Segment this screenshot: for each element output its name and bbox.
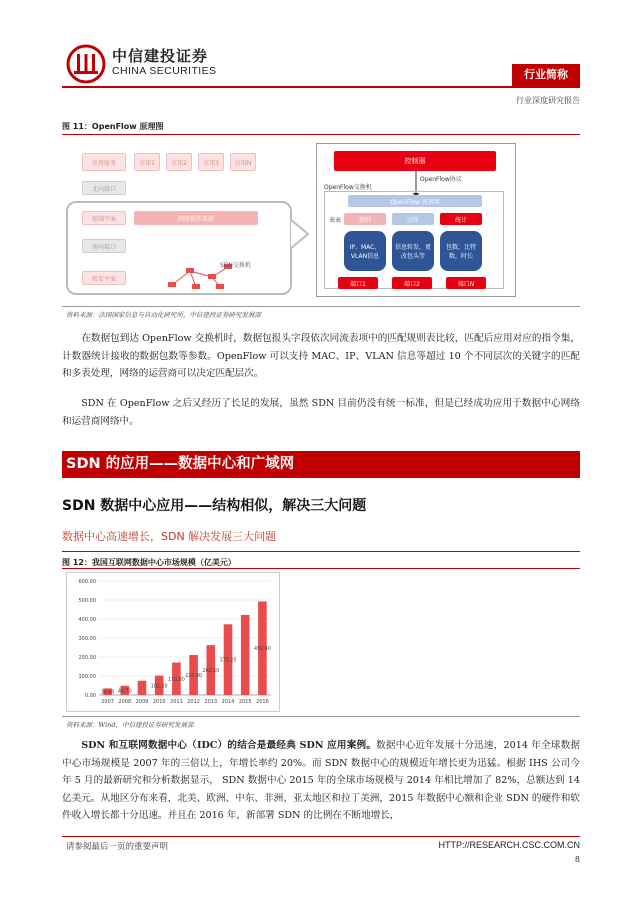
port-n-box: 端口N xyxy=(446,277,486,289)
app-2-box: 应用2 xyxy=(166,153,192,171)
bar xyxy=(138,681,147,695)
data-label: 102.20 xyxy=(150,684,168,690)
data-plane-box: 转发平面 xyxy=(82,271,126,285)
section-heading-2: SDN 数据中心应用——结构相似，解决三大问题 xyxy=(62,498,367,514)
data-label: 170.80 xyxy=(168,677,185,683)
paragraph-sdn-idc-lead: SDN 和互联网数据中心（IDC）的结合是最经典 SDN 应用案例。 xyxy=(81,740,377,751)
openflow-switch-title: OpenFlow交换机 xyxy=(324,183,372,191)
data-label: 262.50 xyxy=(202,669,220,675)
control-plane-box: 控制平面 xyxy=(82,211,126,225)
figure-11-bottom-rule xyxy=(62,306,580,307)
data-label: 48.70 xyxy=(117,689,132,695)
idc-market-bar-chart xyxy=(67,573,279,711)
port-2-box: 端口2 xyxy=(392,277,432,289)
brand-name-en: CHINA SECURITIES xyxy=(112,65,217,77)
figure-11-caption: 图 11：OpenFlow 原理图 xyxy=(62,122,164,131)
idc-market-chart-frame xyxy=(66,572,280,712)
y-tick-label: 400.00 xyxy=(78,617,96,623)
flow-table-header: OpenFlow 流表项 xyxy=(348,195,482,207)
brand-name-cn: 中信建投证券 xyxy=(112,47,209,65)
y-tick-label: 500.00 xyxy=(78,598,96,604)
data-label: 34.60 xyxy=(100,690,115,696)
controller-box: 控制器 xyxy=(334,151,496,171)
report-type-badge: 行业简称 xyxy=(512,64,580,86)
footer-divider xyxy=(62,836,580,837)
port-1-box: 端口1 xyxy=(338,277,378,289)
paragraph-sdn-idc xyxy=(62,737,580,825)
match-rule-box: 规则 xyxy=(344,213,386,225)
southbound-interface-box: 南向接口 xyxy=(82,239,126,253)
app-services-box: 应用服务 xyxy=(82,153,126,171)
figure-11-source: 资料来源：法国国家信息与自动化研究所，中信建投证券研究发展部 xyxy=(66,311,261,319)
x-tick-label: 2012 xyxy=(187,699,200,705)
china-securities-logo xyxy=(66,44,106,84)
x-tick-label: 2011 xyxy=(170,699,183,705)
data-label: 210.80 xyxy=(185,673,202,679)
data-label: 372.20 xyxy=(219,658,237,664)
header-divider xyxy=(62,86,580,88)
y-tick-label: 0.00 xyxy=(84,693,96,699)
y-tick-label: 100.00 xyxy=(78,674,96,680)
figure-12-top-rule xyxy=(62,551,580,552)
action-box: 动作 xyxy=(392,213,434,225)
report-subtitle: 行业深度研究报告 xyxy=(516,96,580,105)
page-number: 8 xyxy=(574,855,580,864)
x-tick-label: 2008 xyxy=(118,699,132,705)
northbound-interface-box: 北向接口 xyxy=(82,181,126,195)
stats-fields-box: 包数，比特数，时长 xyxy=(440,231,482,271)
section-heading-3: 数据中心高速增长，SDN 解决发展三大问题 xyxy=(62,530,277,543)
app-3-box: 应用3 xyxy=(198,153,224,171)
footer-url: HTTP://RESEARCH.CSC.COM.CN xyxy=(438,840,580,850)
y-tick-label: 200.00 xyxy=(78,655,96,661)
x-tick-label: 2009 xyxy=(135,699,149,705)
figure-12-caption: 图 12：我国互联网数据中心市场规模（亿美元） xyxy=(62,558,236,567)
table-row-label: 表表 xyxy=(328,216,341,224)
y-tick-label: 300.00 xyxy=(78,636,96,642)
bar xyxy=(241,615,250,695)
app-n-box: 应用N xyxy=(230,153,256,171)
figure-12-source: 资料来源：Wind，中信建投证券研究发展部 xyxy=(66,721,194,729)
callout-pointer xyxy=(290,219,310,249)
y-tick-label: 600.00 xyxy=(78,579,96,585)
openflow-protocol-label: OpenFlow协议 xyxy=(420,175,462,183)
x-tick-label: 2014 xyxy=(221,699,235,705)
figure-11-top-rule xyxy=(62,134,580,135)
footer-disclaimer: 请参阅最后一页的重要声明 xyxy=(66,842,169,852)
x-tick-label: 2007 xyxy=(101,699,114,705)
network-os-box: 网络操作系统 xyxy=(134,211,258,225)
figure-12-bottom-rule xyxy=(62,716,580,717)
stats-box: 统计 xyxy=(440,213,482,225)
paragraph-openflow-matching: 在数据包到达 OpenFlow 交换机时，数据包报头字段依次同流表项中的匹配规则表比较，匹配后应用对应的指令集，计数器统计接收的数据包数等参数。OpenFlow 可以支持 MAC、IP、VLAN 信息等超过 10 个不同层次的关键字的匹配和多表处理，网络的运营商可以决定匹配层次。 xyxy=(62,333,580,379)
sdn-switch-label: SDN交换机 xyxy=(220,261,251,269)
action-fields-box: 信息转发，更改包头等 xyxy=(392,231,434,271)
paragraph-sdn-idc-body: 数据中心近年发展十分迅速，2014 年全球数据中心市场规模是 2007 年的三倍以上，年增长率约 20%。而 SDN 数据中心的规模近年增长更为迅猛。根据 IHS 公司今年 5 月的最新研究和分析数据显示， SDN 数据中心 2015 年的全球市场规模与 2014 年相比增加了 82%，总额达到 14 亿美元。从地区分布来看，北美、欧洲、中东、非洲、亚太地区和拉丁美洲，2015 年数据中心额和企业 SDN 的硬件和软件收入增长都十分迅速。并且在 2016 年，新部署 SDN 的比例在不断地增长， xyxy=(62,740,580,821)
x-tick-label: 2010 xyxy=(152,699,166,705)
data-label: 492.40 xyxy=(254,647,271,653)
x-tick-label: 2015 xyxy=(238,699,252,705)
x-tick-label: 2013 xyxy=(204,699,218,705)
openflow-diagram xyxy=(62,139,580,303)
app-1-box: 应用1 xyxy=(134,153,160,171)
section-heading-1: SDN 的应用——数据中心和广域网 xyxy=(62,451,580,478)
x-tick-label: 2016 xyxy=(256,699,269,705)
paragraph-sdn-development: SDN 在 OpenFlow 之后又经历了长足的发展，虽然 SDN 目前仍没有统一标准，但是已经成功应用于数据中心网络和运营商网络中。 xyxy=(62,398,580,427)
figure-12-caption-rule xyxy=(62,568,580,569)
match-fields-box: IP、MAC、VLAN信息 xyxy=(344,231,386,271)
